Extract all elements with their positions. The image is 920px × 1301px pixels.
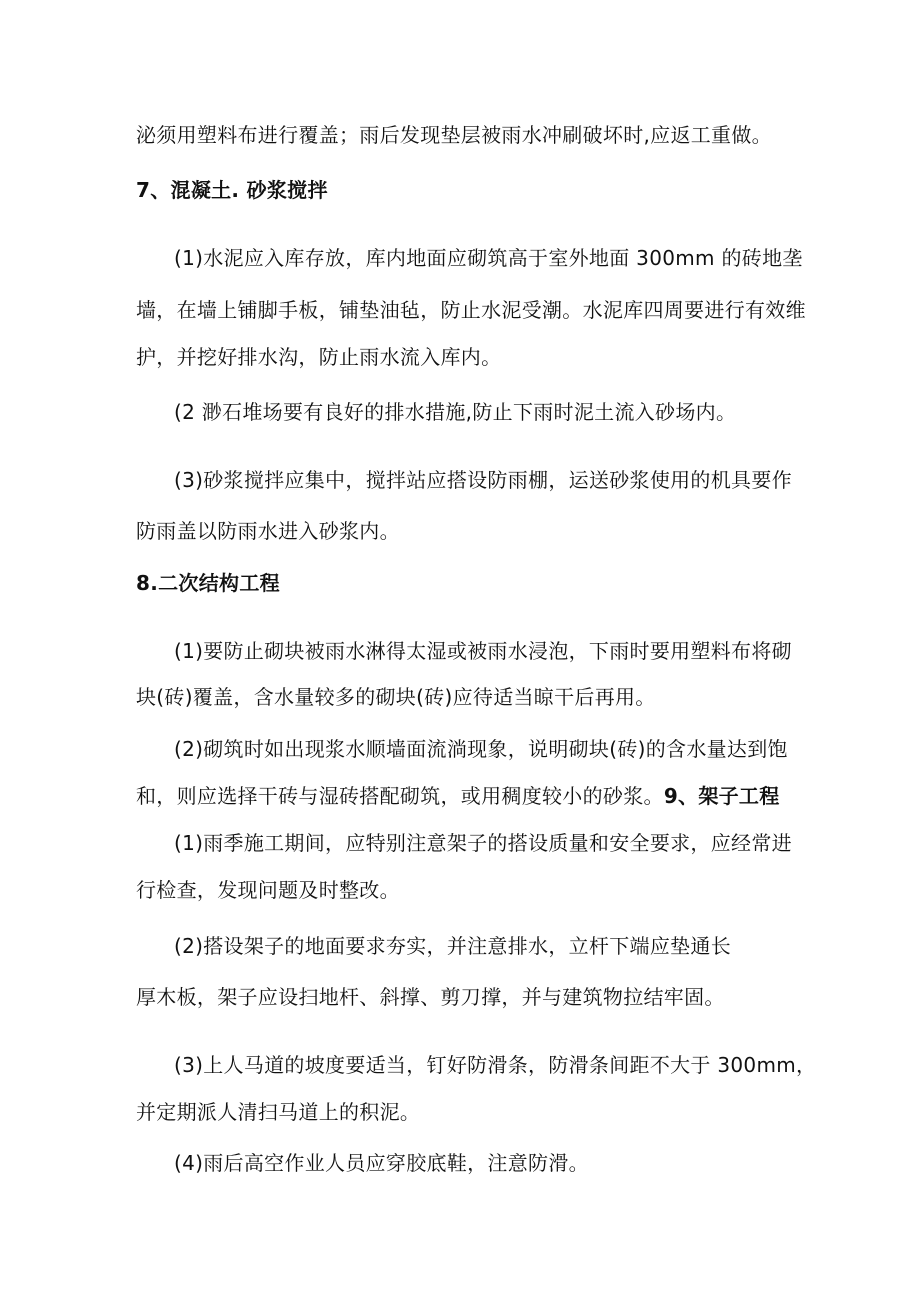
paragraph-line: 泌须用塑料布进行覆盖；雨后发现垫层被雨水冲刷破坏时,应返工重做。 — [136, 123, 772, 147]
section-heading: 8.二次结构工程 — [136, 571, 280, 595]
paragraph-line — [136, 783, 780, 809]
paragraph-line: 防雨盖以防雨水进入砂浆内。 — [136, 519, 400, 543]
paragraph-line: (2)搭设架子的地面要求夯实，并注意排水，立杆下端应垫通长 — [174, 934, 732, 958]
paragraph-line: 并定期派人清扫马道上的积泥。 — [136, 1100, 421, 1124]
section-heading: 7、混凝土. 砂浆搅拌 — [136, 178, 328, 202]
paragraph-line: 行检查，发现问题及时整改。 — [136, 878, 400, 902]
paragraph-line: (2 渺石堆场要有良好的排水措施,防止下雨时泥土流入砂场内。 — [174, 400, 737, 424]
paragraph-line: 墙，在墙上铺脚手板，铺垫油毡，防止水泥受潮。水泥库四周要进行有效维 — [136, 298, 806, 322]
paragraph-line: (2)砌筑时如出现浆水顺墙面流淌现象，说明砌块(砖)的含水量达到饱 — [174, 737, 788, 761]
paragraph-line: (1)雨季施工期间，应特别注意架子的搭设质量和安全要求，应经常进 — [174, 831, 792, 855]
section-heading: 9、架子工程 — [663, 784, 780, 808]
paragraph-text: 和，则应选择干砖与湿砖搭配砌筑，或用稠度较小的砂浆。 — [136, 784, 664, 808]
paragraph-line: 护，并挖好排水沟，防止雨水流入库内。 — [136, 345, 502, 369]
paragraph-line: (3)砂浆搅拌应集中，搅拌站应搭设防雨棚，运送砂浆使用的机具要作 — [174, 468, 792, 492]
paragraph-line: (1)要防止砌块被雨水淋得太湿或被雨水浸泡，下雨时要用塑料布将砌 — [174, 639, 792, 663]
paragraph-line: (4)雨后高空作业人员应穿胶底鞋，注意防滑。 — [174, 1151, 589, 1175]
paragraph-line: (3)上人马道的坡度要适当，钉好防滑条，防滑条间距不大于 300mm， — [174, 1053, 817, 1077]
paragraph-line: 厚木板，架子应设扫地杆、斜撑、剪刀撑，并与建筑物拉结牢固。 — [136, 985, 725, 1009]
paragraph-line: 块(砖)覆盖，含水量较多的砌块(砖)应待适当晾干后再用。 — [136, 685, 656, 709]
paragraph-line: (1)水泥应入库存放，库内地面应砌筑高于室外地面 300mm 的砖地垄 — [174, 246, 803, 270]
